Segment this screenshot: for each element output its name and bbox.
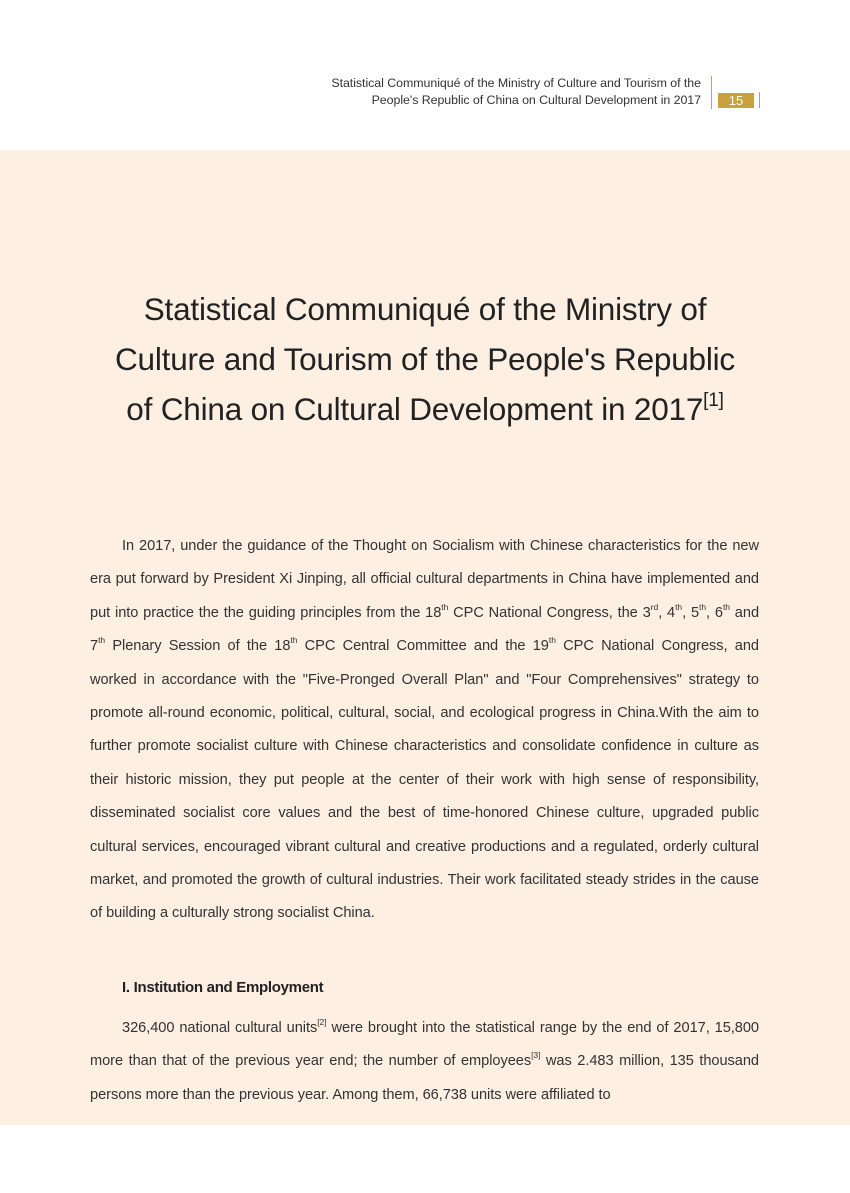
page-number-badge: 15 xyxy=(718,93,754,108)
page-number-rule xyxy=(759,92,760,108)
text-segment: CPC National Congress, the 3 xyxy=(448,604,651,621)
text-segment: , 4 xyxy=(658,604,676,621)
ordinal-suffix: th xyxy=(675,601,683,612)
text-segment: 326,400 national cultural units xyxy=(122,1020,318,1036)
running-header-line-2: People's Republic of China on Cultural Development in 2017 xyxy=(371,93,701,107)
text-segment: , 6 xyxy=(706,604,723,621)
footnote-ref-2[interactable]: [2] xyxy=(317,1017,327,1027)
title-line-3: of China on Cultural Development in 2017 xyxy=(126,391,704,427)
ordinal-suffix: rd xyxy=(650,601,659,612)
text-segment: were brought into the statistical range by the end of 2017, 15,800 more than that of the previous year end; the number of employees xyxy=(90,1020,760,1070)
text-segment: CPC Central Committee and the 19 xyxy=(297,638,549,655)
header-divider-rule xyxy=(711,76,712,109)
title-line-2: Culture and Tourism of the People's Republic xyxy=(115,341,735,377)
ordinal-suffix: th xyxy=(699,601,707,612)
ordinal-suffix: th xyxy=(98,635,106,646)
text-segment: In 2017, under the guidance of the Thought on Socialism with Chinese characteristics for the new era put forward by President Xi Jinping, all official cultural departments in China have implemented and put into practice the the guiding principles from the 18 xyxy=(90,538,759,621)
ordinal-suffix: th xyxy=(290,635,298,646)
title-line-1: Statistical Communiqué of the Ministry of xyxy=(143,291,707,327)
text-segment: CPC National Congress, and worked in accordance with the "Five-Pronged Overall Plan" and "Four Comprehensives" strategy to promote all-round economic, political, cultural, social, and ecological progress in China.With the aim to further promote socialist culture with Chinese characteristics and consolidate confidence in culture as their historic mission, they put people at the center of their work with high sense of responsibility, disseminated socialist core values and the best of time-honored Chinese culture, upgraded public cultural services, encouraged vibrant cultural and creative productions and a regulated, orderly cultural market, and promoted the growth of cultural industries. Their work facilitated steady strides in the cause of building a culturally strong socialist China. xyxy=(90,638,759,922)
intro-paragraph xyxy=(90,530,759,931)
ordinal-suffix: th xyxy=(722,601,730,612)
running-header-line-1: Statistical Communiqué of the Ministry of Culture and Tourism of the xyxy=(331,76,701,90)
text-segment: , 5 xyxy=(682,604,700,621)
institution-paragraph xyxy=(90,1012,759,1112)
text-segment: Plenary Session of the 18 xyxy=(105,638,291,655)
footnote-ref-1[interactable]: [1] xyxy=(703,390,724,411)
ordinal-suffix: th xyxy=(548,635,556,646)
document-title xyxy=(60,284,790,434)
footnote-ref-3[interactable]: [3] xyxy=(531,1050,541,1061)
text-segment: and 7 xyxy=(90,604,760,655)
ordinal-suffix: th xyxy=(441,601,449,612)
section-heading-institution-employment: I. Institution and Employment xyxy=(122,979,324,996)
running-header xyxy=(0,74,850,114)
text-segment: was 2.483 million, 135 thousand persons more than the previous year. Among them, 66,738 units were affiliated to xyxy=(90,1053,759,1103)
running-header-title xyxy=(331,75,701,109)
